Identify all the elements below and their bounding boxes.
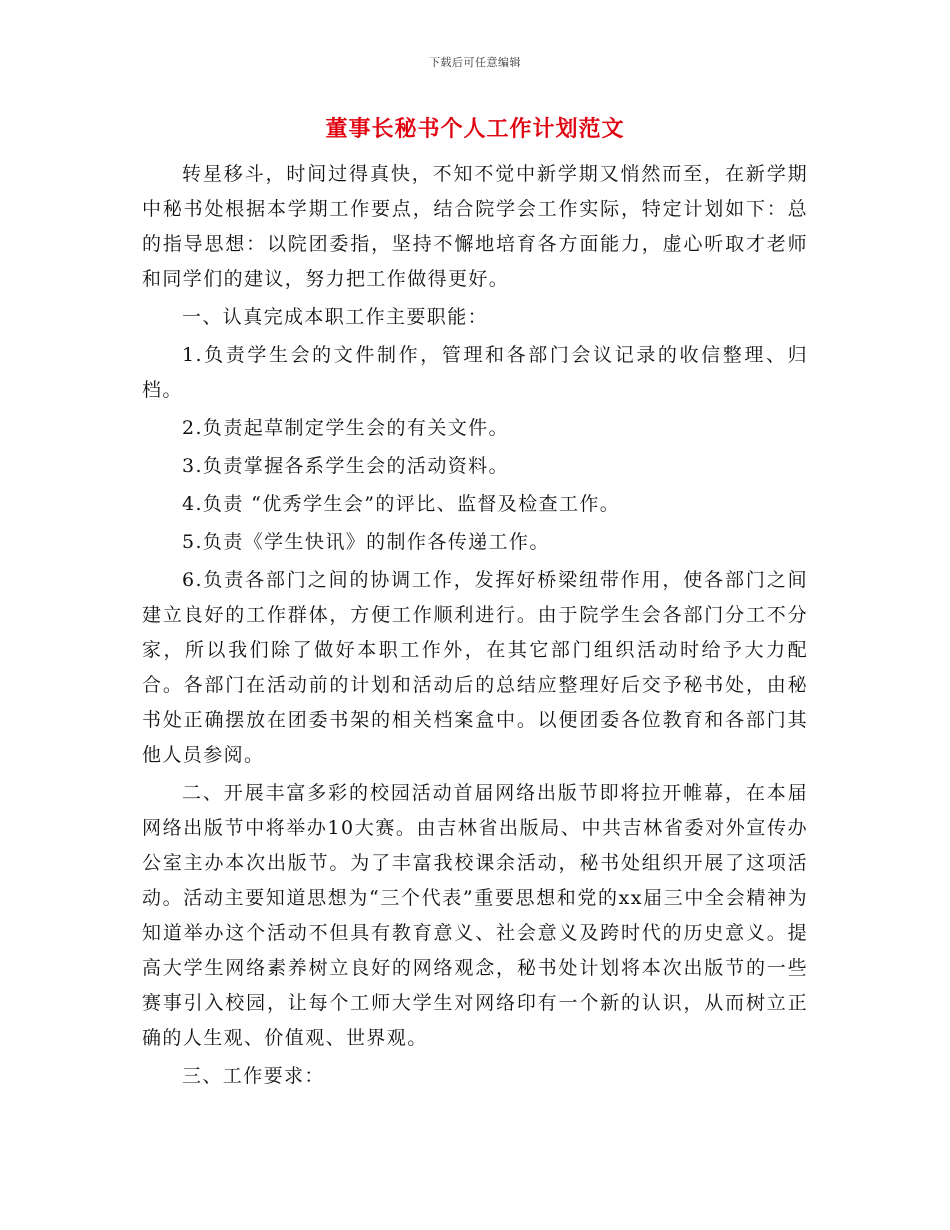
document-body xyxy=(142,157,808,1097)
paragraph-item-2: 2.负责起草制定学生会的有关文件。 xyxy=(182,417,509,439)
paragraph-item-3: 3.负责掌握各系学生会的活动资料。 xyxy=(182,455,509,477)
paragraph-intro: 转星移斗，时间过得真快，不知不觉中新学期又悄然而至，在新学期中秘书处根据本学期工作要点，结合院学会工作实际，特定计划如下：总的指导思想：以院团委指，坚持不懈地培育各方面能力，虚心听取才老师和同学们的建议，努力把工作做得更好。 xyxy=(142,163,808,290)
paragraph-section-2: 二、开展丰富多彩的校园活动首届网络出版节即将拉开帷幕，在本届网络出版节中将举办10大赛。由吉林省出版局、中共吉林省委对外宣传办公室主办本次出版节。为了丰富我校课余活动，秘书处组织开展了这项活动。活动主要知道思想为“三个代表”重要思想和党的xx届三中全会精神为知道举办这个活动不但具有教育意义、社会意义及跨时代的历史意义。提高大学生网络素养树立良好的网络观念，秘书处计划将本次出版节的一些赛事引入校园，让每个工师大学生对网络印有一个新的认识，从而树立正确的人生观、价值观、世界观。 xyxy=(142,782,808,1049)
paragraph-item-6: 6.负责各部门之间的协调工作，发挥好桥梁纽带作用，使各部门之间建立良好的工作群体，方便工作顺利进行。由于院学生会各部门分工不分家，所以我们除了做好本职工作外，在其它部门组织活动时给予大力配合。各部门在活动前的计划和活动后的总结应整理好后交予秘书处，由秘书处正确摆放在团委书架的相关档案盒中。以便团委各位教育和各部门其他人员参阅。 xyxy=(142,569,808,766)
paragraph-item-5: 5.负责《学生快讯》的制作各传递工作。 xyxy=(182,531,550,553)
header-note: 下载后可任意编辑 xyxy=(429,56,521,69)
paragraph-item-4: 4.负责 “优秀学生会”的评比、监督及检查工作。 xyxy=(182,493,621,515)
paragraph-section-1-heading: 一、认真完成本职工作主要职能： xyxy=(182,306,489,328)
paragraph-item-1: 1.负责学生会的文件制作，管理和各部门会议记录的收信整理、归档。 xyxy=(142,344,808,401)
paragraph-section-3-heading: 三、工作要求： xyxy=(182,1065,325,1087)
document-title: 董事长秘书个人工作计划范文 xyxy=(325,116,625,142)
